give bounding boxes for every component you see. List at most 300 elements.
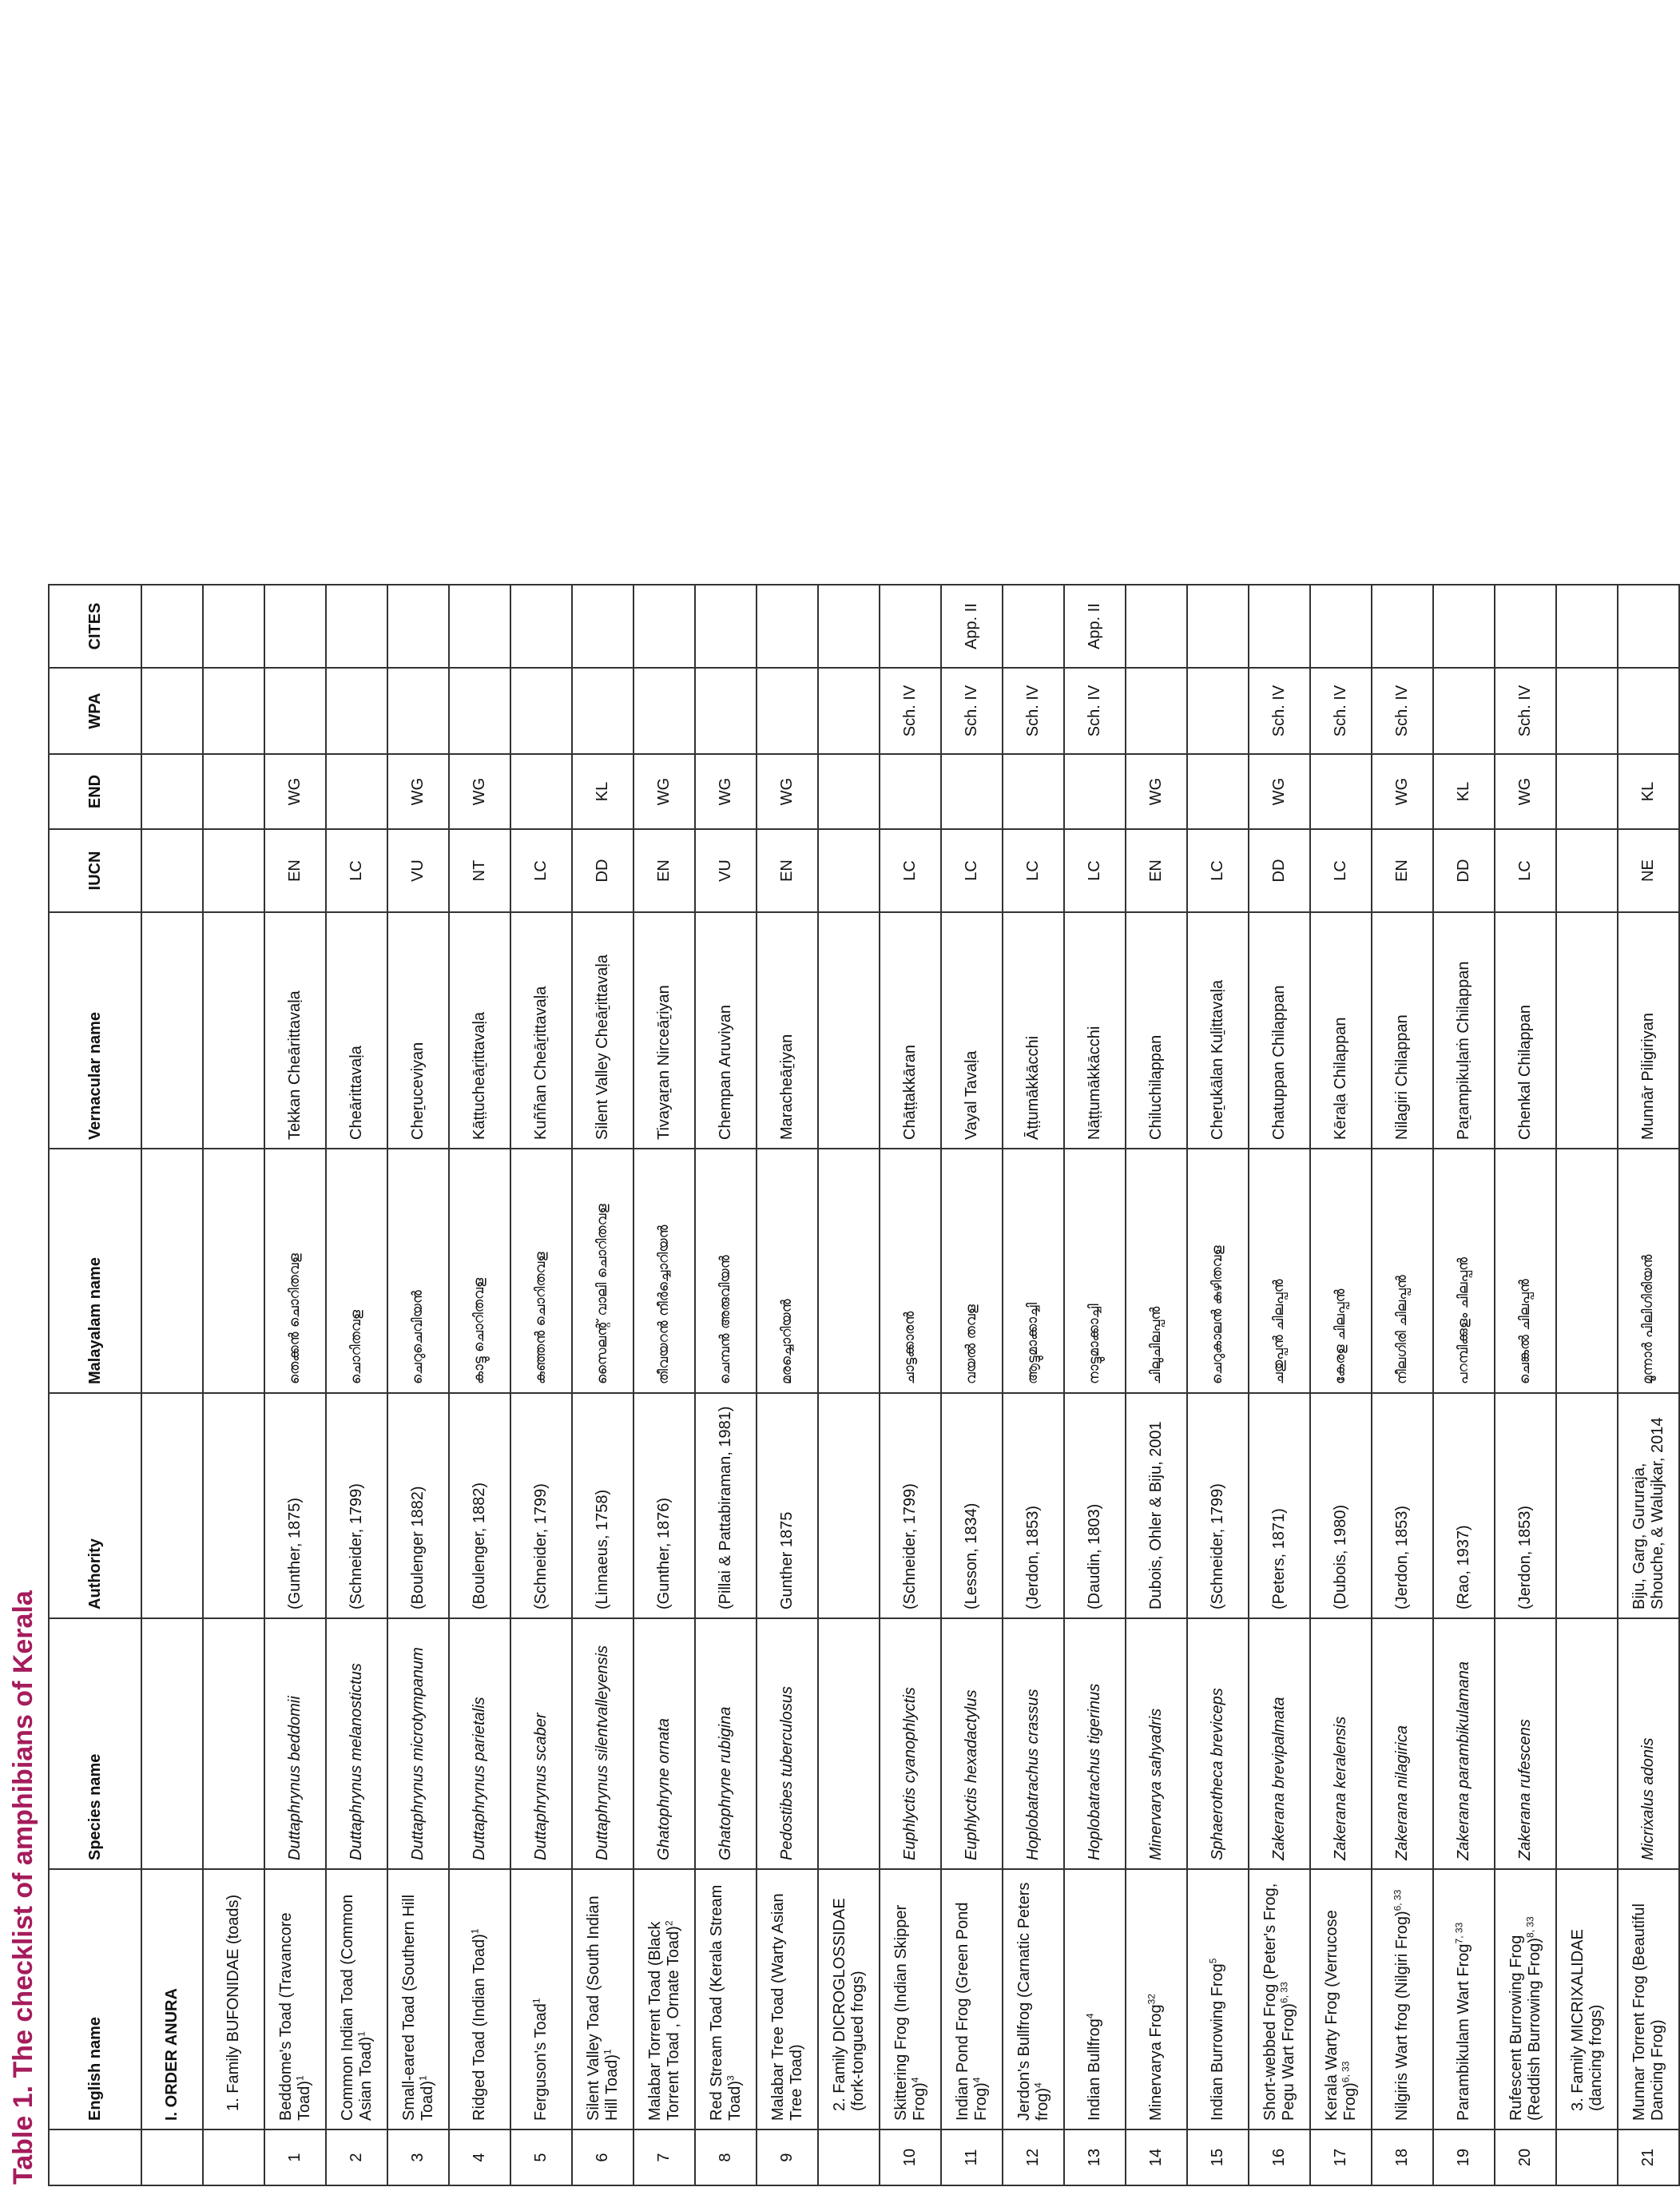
english-name-text: Parambikulam Wart Frog <box>1455 1943 1472 2121</box>
english-name-text: 2. Family DICROGLOSSIDAE (fork-tongued frogs) <box>830 1898 867 2111</box>
cell-species-name: Minervarya sahyadris <box>1126 1618 1187 1869</box>
reference-superscript: 4 <box>1084 2013 1096 2019</box>
table-row <box>757 585 818 2185</box>
cell-authority: (Jerdon, 1853) <box>1003 1393 1064 1618</box>
english-name-text: Rufescent Burrowing Frog (Reddish Burrowing Frog) <box>1507 1935 1543 2121</box>
cell-species-name: Pedostibes tuberculosus <box>757 1618 818 1869</box>
cell-number <box>141 2129 203 2185</box>
cell-vernacular-name: Kāṭṭucheāṟittavaḷa <box>449 912 510 1149</box>
table-row <box>1003 585 1064 2185</box>
cell-iucn: DD <box>1249 829 1310 912</box>
cell-iucn: LC <box>941 829 1003 912</box>
cell-english-name <box>1126 1869 1187 2129</box>
cell-authority <box>203 1393 264 1618</box>
cell-malayalam-name: ചെറുകാലൻ കുഴിതവള <box>1187 1149 1249 1393</box>
cell-authority: (Lesson, 1834) <box>941 1393 1003 1618</box>
cell-wpa <box>572 668 633 754</box>
cell-cites: App. II <box>1064 585 1126 668</box>
cell-end: WG <box>1126 754 1187 829</box>
cell-wpa <box>264 668 326 754</box>
cell-cites <box>1372 585 1433 668</box>
cell-species-name: Duttaphrynus scaber <box>510 1618 572 1869</box>
cell-cites <box>1618 585 1679 668</box>
cell-malayalam-name: നീലഗിരി ചിലപ്പൻ <box>1372 1149 1433 1393</box>
header-wpa: WPA <box>49 668 141 754</box>
reference-superscript: 3 <box>724 2075 736 2081</box>
cell-english-name <box>880 1869 941 2129</box>
english-name-text: Red Stream Toad (Kerala Stream Toad) <box>707 1884 744 2121</box>
cell-authority: (Peters, 1871) <box>1249 1393 1310 1618</box>
english-name-text: Ferguson's Toad <box>532 2003 550 2121</box>
cell-end: WG <box>1249 754 1310 829</box>
cell-wpa <box>203 668 264 754</box>
cell-species-name: Duttaphrynus silentvalleyensis <box>572 1618 633 1869</box>
cell-number <box>203 2129 264 2185</box>
cell-cites <box>1187 585 1249 668</box>
cell-wpa: Sch. IV <box>1310 668 1372 754</box>
cell-end <box>326 754 387 829</box>
cell-wpa: Sch. IV <box>1003 668 1064 754</box>
english-name-text: Minervarya Frog <box>1147 2004 1165 2121</box>
cell-authority: (Daudin, 1803) <box>1064 1393 1126 1618</box>
english-name-text: Nilgiris Wart frog (Nilgiri Frog) <box>1393 1911 1411 2121</box>
cell-authority: Biju, Garg, Gururaja, Shouche, & Walujkar, 2014 <box>1618 1393 1679 1618</box>
english-name-text: Kerala Warty Frog (Verrucose Frog) <box>1322 1910 1359 2121</box>
english-name-text: Silent Valley Toad (South Indian Hill Toad) <box>584 1895 621 2121</box>
cell-malayalam-name: മൂന്നാർ പിലിഗിരിയൻ <box>1618 1149 1679 1393</box>
table-row <box>695 585 757 2185</box>
cell-end <box>1064 754 1126 829</box>
cell-iucn: LC <box>1187 829 1249 912</box>
cell-cites <box>449 585 510 668</box>
cell-wpa: Sch. IV <box>1495 668 1556 754</box>
cell-species-name <box>1556 1618 1618 1869</box>
cell-wpa <box>1187 668 1249 754</box>
cell-vernacular-name <box>141 912 203 1149</box>
cell-cites <box>387 585 449 668</box>
cell-malayalam-name: പറമ്പിക്കുളം ചിലപ്പൻ <box>1433 1149 1495 1393</box>
cell-vernacular-name: Chatuppan Chilappan <box>1249 912 1310 1149</box>
cell-authority: (Boulenger, 1882) <box>449 1393 510 1618</box>
order-row <box>141 585 203 2185</box>
cell-vernacular-name: Chenkal Chilappan <box>1495 912 1556 1149</box>
cell-number: 14 <box>1126 2129 1187 2185</box>
cell-wpa: Sch. IV <box>1372 668 1433 754</box>
cell-english-name <box>633 1869 695 2129</box>
cell-vernacular-name: Cheārittavaḷa <box>326 912 387 1149</box>
cell-species-name: Zakerana brevipalmata <box>1249 1618 1310 1869</box>
cell-end <box>818 754 880 829</box>
cell-number: 12 <box>1003 2129 1064 2185</box>
cell-iucn: DD <box>572 829 633 912</box>
cell-cites <box>818 585 880 668</box>
header-english-name: English name <box>49 1869 141 2129</box>
cell-cites <box>1310 585 1372 668</box>
family-row <box>818 585 880 2185</box>
cell-authority: (Jerdon, 1853) <box>1495 1393 1556 1618</box>
cell-end: WG <box>1372 754 1433 829</box>
cell-cites: App. II <box>941 585 1003 668</box>
cell-authority: Dubois, Ohler & Biju, 2001 <box>1126 1393 1187 1618</box>
cell-english-name <box>1372 1869 1433 2129</box>
cell-vernacular-name: Kuññan Cheāṟittavaḷa <box>510 912 572 1149</box>
cell-number: 13 <box>1064 2129 1126 2185</box>
english-name-text: Common Indian Toad (Common Asian Toad) <box>338 1894 375 2121</box>
cell-malayalam-name: വയൽ തവള <box>941 1149 1003 1393</box>
cell-cites <box>1433 585 1495 668</box>
cell-species-name: Euphlyctis hexadactylus <box>941 1618 1003 1869</box>
cell-number: 5 <box>510 2129 572 2185</box>
cell-cites <box>326 585 387 668</box>
cell-end <box>1556 754 1618 829</box>
cell-malayalam-name: കേരള ചിലപ്പൻ <box>1310 1149 1372 1393</box>
cell-english-name <box>1495 1869 1556 2129</box>
cell-end: WG <box>1495 754 1556 829</box>
cell-malayalam-name: കുഞ്ഞൻ ചൊറിതവള <box>510 1149 572 1393</box>
cell-number: 10 <box>880 2129 941 2185</box>
cell-cites <box>633 585 695 668</box>
cell-wpa <box>510 668 572 754</box>
cell-species-name: Zakerana rufescens <box>1495 1618 1556 1869</box>
cell-malayalam-name: തീവയറൻ നീർച്ചൊറിയൻ <box>633 1149 695 1393</box>
cell-iucn: LC <box>326 829 387 912</box>
cell-cites <box>572 585 633 668</box>
cell-malayalam-name: ചെമ്പൻ അരുവിയൻ <box>695 1149 757 1393</box>
cell-end <box>203 754 264 829</box>
cell-vernacular-name: Nilagiri Chilappan <box>1372 912 1433 1149</box>
cell-vernacular-name: Munnār Piligiriyan <box>1618 912 1679 1149</box>
cell-number: 8 <box>695 2129 757 2185</box>
table-row <box>1310 585 1372 2185</box>
table-row <box>1495 585 1556 2185</box>
cell-english-name <box>1064 1869 1126 2129</box>
cell-species-name: Duttaphrynus beddomii <box>264 1618 326 1869</box>
english-name-text: Ridged Toad (Indian Toad) <box>471 1934 488 2121</box>
cell-vernacular-name: Tivayaṟan Nirceāṟiyan <box>633 912 695 1149</box>
cell-wpa: Sch. IV <box>880 668 941 754</box>
cell-wpa <box>1126 668 1187 754</box>
cell-end <box>510 754 572 829</box>
cell-species-name <box>818 1618 880 1869</box>
english-name-text: Small-eared Toad (Southern Hill Toad) <box>399 1894 436 2121</box>
cell-iucn: EN <box>1126 829 1187 912</box>
cell-english-name <box>695 1869 757 2129</box>
reference-superscript: 1 <box>355 2031 367 2037</box>
cell-species-name: Zakerana parambikulamana <box>1433 1618 1495 1869</box>
cell-number: 4 <box>449 2129 510 2185</box>
table-caption: Table 1. The checklist of amphibians of Kerala <box>8 1590 38 2185</box>
cell-species-name: Duttaphrynus microtympanum <box>387 1618 449 1869</box>
cell-end <box>1003 754 1064 829</box>
english-name-text: Jerdon's Bullfrog (Carnatic Peters frog) <box>1015 1882 1051 2121</box>
reference-superscript: 1 <box>530 1998 542 2004</box>
cell-authority <box>1556 1393 1618 1618</box>
cell-end: WG <box>264 754 326 829</box>
cell-wpa: Sch. IV <box>1249 668 1310 754</box>
cell-english-name <box>757 1869 818 2129</box>
english-name-text: Beddome's Toad (Travancore Toad) <box>276 1912 313 2121</box>
cell-english-name <box>1249 1869 1310 2129</box>
english-name-text: Malabar Tree Toad (Warty Asian Tree Toad) <box>769 1893 805 2121</box>
cell-authority: (Jerdon, 1853) <box>1372 1393 1433 1618</box>
cell-number: 11 <box>941 2129 1003 2185</box>
cell-iucn: LC <box>1495 829 1556 912</box>
header-authority: Authority <box>49 1393 141 1618</box>
cell-english-name <box>1310 1869 1372 2129</box>
cell-number: 1 <box>264 2129 326 2185</box>
cell-cites <box>1003 585 1064 668</box>
english-name-text: 1. Family BUFONIDAE (toads) <box>224 1894 242 2111</box>
cell-english-name <box>510 1869 572 2129</box>
cell-cites <box>264 585 326 668</box>
cell-wpa <box>1556 668 1618 754</box>
family-row <box>1556 585 1618 2185</box>
reference-superscript: 4 <box>1031 2082 1043 2088</box>
cell-vernacular-name: Chāṭṭakkāran <box>880 912 941 1149</box>
cell-species-name: Ghatophryne rubigina <box>695 1618 757 1869</box>
cell-wpa: Sch. IV <box>1064 668 1126 754</box>
cell-iucn: EN <box>1372 829 1433 912</box>
cell-malayalam-name: ചെങ്കൽ ചിലപ്പൻ <box>1495 1149 1556 1393</box>
cell-iucn: EN <box>633 829 695 912</box>
cell-species-name <box>141 1618 203 1869</box>
reference-superscript: 6, 33 <box>1339 2061 1351 2083</box>
cell-english-name <box>818 1869 880 2129</box>
reference-superscript: 1 <box>416 2075 428 2081</box>
reference-superscript: 4 <box>908 2077 920 2083</box>
cell-wpa <box>818 668 880 754</box>
cell-vernacular-name: Kēraḷa Chilappan <box>1310 912 1372 1149</box>
cell-malayalam-name: ചെറുചെവിയൻ <box>387 1149 449 1393</box>
english-name-text: Malabar Torrent Toad (Black Torrent Toad , Ornate Toad) <box>645 1921 682 2121</box>
header-number <box>49 2129 141 2185</box>
cell-authority: (Rao, 1937) <box>1433 1393 1495 1618</box>
table-row <box>387 585 449 2185</box>
table-row <box>449 585 510 2185</box>
cell-vernacular-name: Āṭṭumākkācchi <box>1003 912 1064 1149</box>
cell-iucn: VU <box>695 829 757 912</box>
table-row <box>510 585 572 2185</box>
cell-number: 9 <box>757 2129 818 2185</box>
cell-wpa <box>633 668 695 754</box>
cell-end: WG <box>633 754 695 829</box>
cell-wpa <box>387 668 449 754</box>
cell-english-name <box>387 1869 449 2129</box>
table-row <box>572 585 633 2185</box>
cell-number: 3 <box>387 2129 449 2185</box>
reference-superscript: 1 <box>293 2075 305 2081</box>
cell-authority: (Gunther, 1876) <box>633 1393 695 1618</box>
cell-iucn: NT <box>449 829 510 912</box>
cell-end: KL <box>572 754 633 829</box>
amphibian-checklist-table <box>48 584 1680 2186</box>
cell-cites <box>1126 585 1187 668</box>
cell-vernacular-name: Cheṟukālan Kuḻittavaḷa <box>1187 912 1249 1149</box>
cell-english-name <box>1433 1869 1495 2129</box>
cell-wpa <box>141 668 203 754</box>
cell-species-name <box>203 1618 264 1869</box>
cell-species-name: Ghatophryne ornata <box>633 1618 695 1869</box>
cell-end: WG <box>449 754 510 829</box>
cell-malayalam-name <box>818 1149 880 1393</box>
cell-cites <box>1495 585 1556 668</box>
cell-species-name: Hoplobatrachus crassus <box>1003 1618 1064 1869</box>
header-malayalam-name: Malayalam name <box>49 1149 141 1393</box>
header-row <box>49 585 141 2185</box>
cell-vernacular-name: Silent Valley Cheāṟittavaḷa <box>572 912 633 1149</box>
cell-wpa <box>449 668 510 754</box>
cell-vernacular-name: Vayal Tavaḷa <box>941 912 1003 1149</box>
cell-english-name <box>1187 1869 1249 2129</box>
cell-number <box>1556 2129 1618 2185</box>
cell-english-name <box>264 1869 326 2129</box>
english-name-text: Short-webbed Frog (Peter's Frog, Pegu Wart Frog) <box>1261 1883 1297 2121</box>
cell-english-name <box>449 1869 510 2129</box>
cell-authority: (Schneider, 1799) <box>1187 1393 1249 1618</box>
table-body <box>141 585 1679 2185</box>
cell-iucn: VU <box>387 829 449 912</box>
cell-wpa <box>757 668 818 754</box>
reference-superscript: 1 <box>601 2049 613 2054</box>
cell-vernacular-name <box>1556 912 1618 1149</box>
reference-superscript: 5 <box>1207 1958 1219 1964</box>
cell-iucn: LC <box>1003 829 1064 912</box>
cell-iucn: EN <box>757 829 818 912</box>
header-species-name: Species name <box>49 1618 141 1869</box>
cell-wpa <box>1433 668 1495 754</box>
reference-superscript: 2 <box>662 1920 674 1927</box>
cell-english-name <box>941 1869 1003 2129</box>
reference-superscript: 4 <box>970 2077 982 2083</box>
cell-authority: (Pillai & Pattabiraman, 1981) <box>695 1393 757 1618</box>
header-end: END <box>49 754 141 829</box>
table-row <box>1249 585 1310 2185</box>
cell-iucn: DD <box>1433 829 1495 912</box>
cell-vernacular-name <box>818 912 880 1149</box>
cell-wpa <box>695 668 757 754</box>
cell-malayalam-name: ആട്ടുമാക്കാച്ചി <box>1003 1149 1064 1393</box>
cell-end: WG <box>387 754 449 829</box>
cell-number <box>818 2129 880 2185</box>
cell-species-name: Hoplobatrachus tigerinus <box>1064 1618 1126 1869</box>
table-row <box>1372 585 1433 2185</box>
cell-authority <box>141 1393 203 1618</box>
cell-malayalam-name: ചാട്ടക്കാരൻ <box>880 1149 941 1393</box>
cell-wpa: Sch. IV <box>941 668 1003 754</box>
cell-number: 17 <box>1310 2129 1372 2185</box>
cell-species-name: Duttaphrynus melanostictus <box>326 1618 387 1869</box>
cell-end: WG <box>695 754 757 829</box>
cell-malayalam-name: ചതുപ്പൻ ചിലപ്പൻ <box>1249 1149 1310 1393</box>
cell-iucn: EN <box>264 829 326 912</box>
cell-end: KL <box>1618 754 1679 829</box>
cell-authority: (Gunther, 1875) <box>264 1393 326 1618</box>
english-name-text: Skittering Frog (Indian Skipper Frog) <box>892 1904 928 2121</box>
cell-iucn <box>818 829 880 912</box>
english-name-text: Munnar Torrent Frog (Beautiful Dancing Frog) <box>1630 1903 1666 2121</box>
cell-english-name <box>203 1869 264 2129</box>
english-name-text: Indian Pond Frog (Green Pond Frog) <box>953 1902 990 2121</box>
cell-authority: Gunther 1875 <box>757 1393 818 1618</box>
header-iucn: IUCN <box>49 829 141 912</box>
english-name-text: 3. Family MICRIXALIDAE (dancing frogs) <box>1568 1929 1605 2111</box>
cell-authority: (Dubois, 1980) <box>1310 1393 1372 1618</box>
reference-superscript: 32 <box>1146 1994 1158 2005</box>
cell-species-name: Duttaphrynus parietalis <box>449 1618 510 1869</box>
cell-species-name: Micrixalus adonis <box>1618 1618 1679 1869</box>
cell-authority: (Schneider, 1799) <box>880 1393 941 1618</box>
cell-vernacular-name <box>203 912 264 1149</box>
cell-wpa <box>1618 668 1679 754</box>
cell-iucn: LC <box>1310 829 1372 912</box>
cell-species-name: Euphlyctis cyanophlyctis <box>880 1618 941 1869</box>
cell-number: 21 <box>1618 2129 1679 2185</box>
header-cites: CITES <box>49 585 141 668</box>
cell-number: 19 <box>1433 2129 1495 2185</box>
table-row <box>264 585 326 2185</box>
cell-end <box>141 754 203 829</box>
cell-cites <box>203 585 264 668</box>
reference-superscript: 7, 33 <box>1453 1922 1465 1944</box>
cell-iucn <box>1556 829 1618 912</box>
cell-malayalam-name: ചൊറിതവള <box>326 1149 387 1393</box>
cell-iucn: LC <box>880 829 941 912</box>
table-row <box>880 585 941 2185</box>
reference-superscript: 8, 33 <box>1523 1916 1535 1939</box>
cell-vernacular-name: Tekkan Cheārittavaḷa <box>264 912 326 1149</box>
reference-superscript: 6, 33 <box>1392 1889 1404 1911</box>
cell-vernacular-name: Maracheāṟiyan <box>757 912 818 1149</box>
cell-end <box>941 754 1003 829</box>
table-row <box>941 585 1003 2185</box>
cell-vernacular-name: Chiluchilappan <box>1126 912 1187 1149</box>
cell-number: 16 <box>1249 2129 1310 2185</box>
cell-malayalam-name: നാട്ടുമാക്കാച്ചി <box>1064 1149 1126 1393</box>
cell-iucn <box>203 829 264 912</box>
table-row <box>1187 585 1249 2185</box>
cell-authority: (Schneider, 1799) <box>510 1393 572 1618</box>
table-row <box>1618 585 1679 2185</box>
cell-cites <box>1556 585 1618 668</box>
cell-cites <box>695 585 757 668</box>
cell-authority: (Boulenger 1882) <box>387 1393 449 1618</box>
cell-number: 6 <box>572 2129 633 2185</box>
cell-english-name <box>1618 1869 1679 2129</box>
cell-english-name <box>1556 1869 1618 2129</box>
cell-end <box>1187 754 1249 829</box>
english-name-text: I. ORDER ANURA <box>163 1988 181 2121</box>
cell-number: 7 <box>633 2129 695 2185</box>
cell-vernacular-name: Paṟampikuḷaṁ Chilappan <box>1433 912 1495 1149</box>
cell-number: 20 <box>1495 2129 1556 2185</box>
cell-malayalam-name: മരച്ചൊറിയൻ <box>757 1149 818 1393</box>
cell-vernacular-name: Chempan Aruviyan <box>695 912 757 1149</box>
cell-english-name <box>141 1869 203 2129</box>
family-row <box>203 585 264 2185</box>
cell-end: KL <box>1433 754 1495 829</box>
cell-english-name <box>572 1869 633 2129</box>
cell-english-name <box>1003 1869 1064 2129</box>
cell-number: 18 <box>1372 2129 1433 2185</box>
cell-malayalam-name: തെക്കൻ ചൊറിതവള <box>264 1149 326 1393</box>
english-name-text: Indian Burrowing Frog <box>1209 1963 1226 2121</box>
cell-cites <box>141 585 203 668</box>
cell-malayalam-name: ചിലുചിലപ്പൻ <box>1126 1149 1187 1393</box>
cell-cites <box>1249 585 1310 668</box>
cell-authority <box>818 1393 880 1618</box>
cell-cites <box>880 585 941 668</box>
cell-cites <box>757 585 818 668</box>
